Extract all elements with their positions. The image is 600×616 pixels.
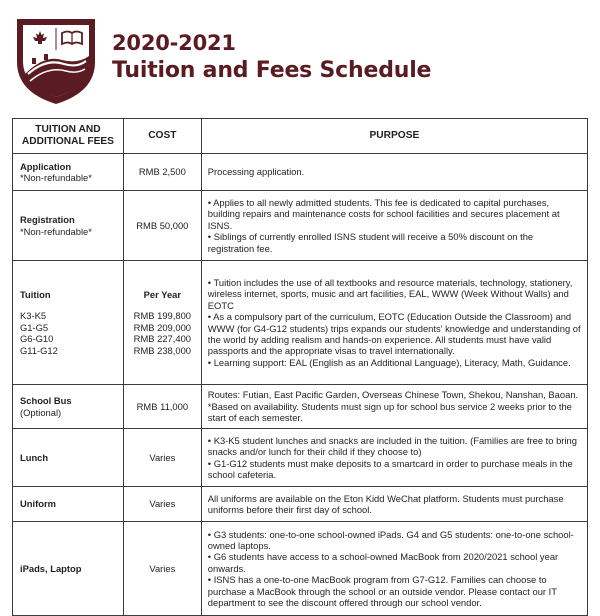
fee-cell — [13, 385, 124, 429]
table-row-application — [13, 154, 588, 191]
fee-name: Registration — [20, 214, 75, 226]
fee-note: (Optional) — [20, 406, 62, 418]
purpose-cell — [201, 191, 587, 261]
purpose-cell — [201, 522, 587, 616]
cost-cell: Varies — [123, 522, 201, 616]
cost-cell: Varies — [123, 487, 201, 522]
purpose-cell — [201, 487, 587, 522]
fee-cell — [13, 487, 124, 522]
purpose-bullet: • Applies to all newly admitted students. This fee is dedicated to capital purchases, building repairs and maintenance costs for school facilities and secures placement at ISNS. — [208, 197, 581, 231]
purpose-cell — [201, 385, 587, 429]
fee-name: School Bus — [20, 395, 72, 407]
fees-table — [12, 118, 588, 616]
purpose-cell — [201, 429, 587, 487]
table-row-school-bus — [13, 385, 588, 429]
purpose-bullet: • As a compulsory part of the curriculum, EOTC (Education Outside the Classroom) and WWW (for G4-G12 students) trips expands our students' knowledge and understanding of the world by adding realism and hands-on experience. All students must have valid passports and the appropriate visas to travel internationally. — [208, 311, 581, 357]
purpose-bullet: • G1-G12 students must make deposits to a smartcard in order to purchase meals in the school cafeteria. — [208, 458, 581, 481]
grade-list — [20, 310, 118, 356]
price-item: RMB 238,000 — [133, 344, 191, 356]
fee-name: iPads, Laptop — [20, 562, 82, 574]
purpose-bullet: • G3 students: one-to-one school-owned iPads. G4 and G5 students: one-to-one school-owned laptops. — [208, 529, 581, 552]
purpose-bullet: • ISNS has a one-to-one MacBook program from G7-G12. Families can choose to purchase a MacBook through the school or an outside vendor. Please contact our IT department to see the discount offered through our school vendor. — [208, 574, 581, 608]
fee-name: Application — [20, 160, 72, 172]
cost-cell: RMB 11,000 — [123, 385, 201, 429]
schedule-title: Tuition and Fees Schedule — [112, 58, 432, 83]
cost-cell: RMB 2,500 — [123, 154, 201, 191]
purpose-bullet: • K3-K5 student lunches and snacks are included in the tuition. (Families are free to bring snacks and/or lunch for their child if they choose to) — [208, 435, 581, 458]
purpose-cell — [201, 261, 587, 385]
purpose-text: All uniforms are available on the Eton Kidd WeChat platform. Students must purchase uniforms before their first day of school. — [207, 492, 564, 515]
purpose-text: Processing application. — [207, 166, 305, 178]
price-item: RMB 227,400 — [133, 333, 191, 345]
cost-cell — [123, 261, 201, 385]
fee-cell — [13, 261, 124, 385]
table-row-lunch — [13, 429, 588, 487]
purpose-text: Routes: Futian, East Pacific Garden, Overseas Chinese Town, Shekou, Nanshan, Baoan. *Based on availability. Students must sign up for school bus service 2 weeks prior to the start of each semester. — [207, 389, 579, 424]
header-purpose: PURPOSE — [201, 119, 587, 154]
purpose-bullet: • G6 students have access to a school-owned MacBook from 2020/2021 school year onwards. — [208, 551, 581, 574]
price-item: RMB 199,800 — [133, 310, 191, 322]
cost-cell: Varies — [123, 429, 201, 487]
price-item: RMB 209,000 — [133, 321, 191, 333]
purpose-bullet: • Tuition includes the use of all textbooks and resource materials, technology, stationery, wireless internet, sports, music and art facilities, EAL, WWW (Week Without Walls) and EOTC — [208, 277, 581, 311]
fee-name: Tuition — [20, 288, 51, 300]
fee-cell — [13, 191, 124, 261]
fee-note: *Non-refundable* — [20, 225, 92, 237]
cost-cell: RMB 50,000 — [123, 191, 201, 261]
purpose-cell — [201, 154, 587, 191]
table-row-tuition — [13, 261, 588, 385]
purpose-bullet: • Siblings of currently enrolled ISNS student will receive a 50% discount on the registration fee. — [208, 231, 581, 254]
grade-item: G1-G5 — [20, 321, 49, 333]
grade-item: G11-G12 — [20, 344, 58, 356]
fee-cell — [13, 429, 124, 487]
fee-name: Uniform — [20, 498, 56, 510]
page-title — [112, 29, 431, 85]
fee-note: *Non-refundable* — [20, 172, 92, 183]
table-row-registration — [13, 191, 588, 261]
schedule-year: 2020-2021 — [112, 31, 236, 55]
purpose-bullet: • Learning support: EAL (English as an Additional Language), Literacy, Math, Guidance. — [208, 357, 581, 368]
fee-cell — [13, 154, 124, 191]
school-crest-icon — [14, 14, 98, 106]
table-row-uniform — [13, 487, 588, 522]
fee-name: Lunch — [20, 451, 49, 463]
header-fee: TUITION AND ADDITIONAL FEES — [13, 119, 124, 154]
header-cost: COST — [123, 119, 201, 154]
table-row-ipads-laptop — [13, 522, 588, 616]
fee-cell — [13, 522, 124, 616]
price-list — [128, 310, 197, 356]
grade-item: G6-G10 — [20, 333, 54, 345]
grade-item: K3-K5 — [20, 310, 47, 322]
cost-header: Per Year — [143, 288, 182, 300]
table-header-row — [13, 119, 588, 154]
page-header — [0, 0, 600, 112]
